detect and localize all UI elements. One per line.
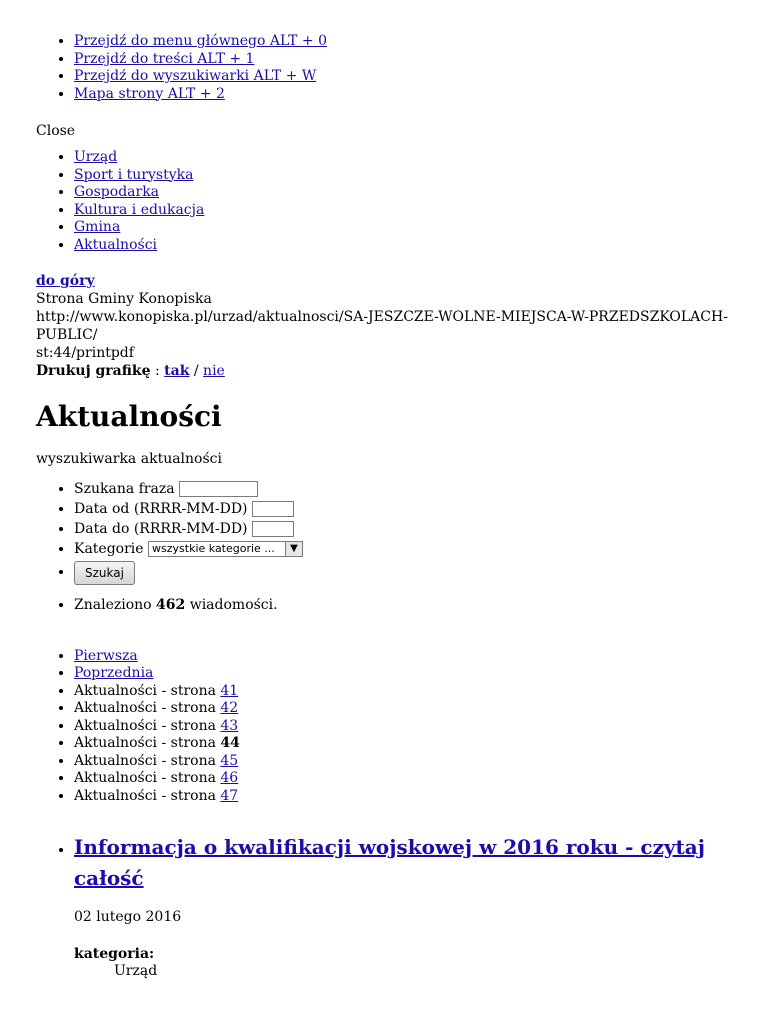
skip-link-item <box>74 68 732 86</box>
skip-link-item <box>74 86 732 104</box>
pager-item <box>74 788 732 806</box>
results-count <box>36 597 732 615</box>
pager-page-47-link[interactable]: 47 <box>220 787 239 804</box>
news-body <box>74 908 732 980</box>
print-graphics-label: Drukuj grafikę <box>36 363 151 379</box>
pager-page-label: Aktualności - strona <box>74 787 221 804</box>
skip-link-item <box>74 33 732 51</box>
site-name: Strona Gminy Konopiska <box>36 291 212 307</box>
search-phrase-row <box>74 479 732 499</box>
news-list <box>36 833 732 980</box>
sitemap-link[interactable]: Mapa strony ALT + 2 <box>74 85 225 102</box>
menu-link-urzad[interactable]: Urząd <box>74 149 118 165</box>
print-colon: : <box>150 363 165 379</box>
news-title <box>74 835 705 890</box>
url-line-1: http://www.konopiska.pl/urzad/aktualnosci/SA-JESZCZE-WOLNE-MIEJSCA-W-PRZEDSZKOLACH-PUBLIC/ <box>36 309 728 343</box>
date-to-input[interactable] <box>252 521 294 537</box>
category-select[interactable] <box>148 541 303 557</box>
menu-item <box>74 237 732 255</box>
menu-item <box>74 184 732 202</box>
skip-to-menu-link[interactable]: Przejdź do menu głównego ALT + 0 <box>74 33 327 49</box>
skip-link-item <box>74 51 732 69</box>
pager-item <box>74 665 732 683</box>
pager-first-link[interactable]: Pierwsza <box>74 647 138 664</box>
menu-link-gospodarka[interactable]: Gospodarka <box>74 184 160 200</box>
menu-link-gmina[interactable]: Gmina <box>74 219 121 235</box>
date-from-row <box>74 499 732 519</box>
print-graphics-row <box>36 362 732 380</box>
menu-link-sport[interactable]: Sport i turystyka <box>74 166 194 183</box>
menu-item <box>74 202 732 220</box>
date-from-input[interactable] <box>252 501 294 517</box>
news-title-link[interactable]: Informacja o kwalifikacji wojskowej w 2016 roku - czytaj całość <box>74 835 705 890</box>
pager-item <box>74 770 732 788</box>
top-link-row <box>36 272 732 290</box>
pager-page-label: Aktualności - strona <box>74 682 221 699</box>
results-count-item <box>74 597 732 615</box>
category-selected-value: wszystkie kategorie ... <box>152 542 275 555</box>
main-menu <box>36 149 732 254</box>
search-phrase-label: Szukana fraza <box>74 481 175 497</box>
news-date: 02 lutego 2016 <box>74 909 182 925</box>
news-category-label: kategoria: <box>74 946 155 962</box>
dropdown-arrow-icon[interactable]: ▼ <box>285 542 302 556</box>
pager-item <box>74 735 732 753</box>
pager-item <box>74 683 732 701</box>
menu-link-aktualnosci[interactable]: Aktualności <box>74 236 158 253</box>
close-label[interactable]: Close <box>36 123 76 139</box>
pager-page-41-link[interactable]: 41 <box>220 682 239 699</box>
print-no-link[interactable]: nie <box>203 363 225 379</box>
date-to-label: Data do (RRRR-MM-DD) <box>74 521 248 537</box>
skip-links <box>36 33 732 103</box>
search-phrase-input[interactable] <box>179 481 258 497</box>
pager-prev-link[interactable]: Poprzednia <box>74 665 154 681</box>
pager-page-label: Aktualności - strona <box>74 752 221 769</box>
pager-page-label: Aktualności - strona <box>74 770 221 786</box>
back-to-top-link[interactable]: do góry <box>36 273 95 289</box>
date-to-row <box>74 519 732 539</box>
date-from-label: Data od (RRRR-MM-DD) <box>74 501 248 517</box>
search-form <box>36 479 732 585</box>
pager-current-page: 44 <box>220 735 240 751</box>
page <box>0 33 768 980</box>
pager-page-42-link[interactable]: 42 <box>220 700 239 716</box>
pager-item <box>74 648 732 666</box>
skip-to-search-link[interactable]: Przejdź do wyszukiwarki ALT + W <box>74 68 317 84</box>
news-category-value: Urząd <box>114 963 158 979</box>
menu-item <box>74 167 732 185</box>
pager-page-45-link[interactable]: 45 <box>220 752 239 769</box>
pager-page-label: Aktualności - strona <box>74 717 221 734</box>
pager-page-label: Aktualności - strona <box>74 735 221 751</box>
skip-to-content-link[interactable]: Przejdź do treści ALT + 1 <box>74 50 255 67</box>
news-item <box>74 833 732 980</box>
pager-page-label: Aktualności - strona <box>74 700 221 716</box>
category-row <box>74 539 732 559</box>
menu-item <box>74 149 732 167</box>
results-suffix: wiadomości. <box>185 597 278 613</box>
category-label: Kategorie <box>74 541 144 557</box>
results-prefix: Znaleziono <box>74 597 157 613</box>
search-title: wyszukiwarka aktualności <box>36 451 222 467</box>
pager-page-43-link[interactable]: 43 <box>220 717 239 734</box>
pager-page-46-link[interactable]: 46 <box>220 770 239 786</box>
results-count-value: 462 <box>156 597 186 613</box>
page-title: Aktualności <box>36 400 222 433</box>
menu-item <box>74 219 732 237</box>
pager-item <box>74 753 732 771</box>
search-submit-button[interactable]: Szukaj <box>74 561 135 585</box>
pager-item <box>74 718 732 736</box>
submit-row <box>74 559 732 585</box>
pager-item <box>74 700 732 718</box>
print-yes-link[interactable]: tak <box>164 363 190 379</box>
pagination <box>36 648 732 806</box>
url-line-2: st:44/printpdf <box>36 345 134 361</box>
print-slash: / <box>189 363 204 379</box>
menu-link-kultura[interactable]: Kultura i edukacja <box>74 201 205 218</box>
